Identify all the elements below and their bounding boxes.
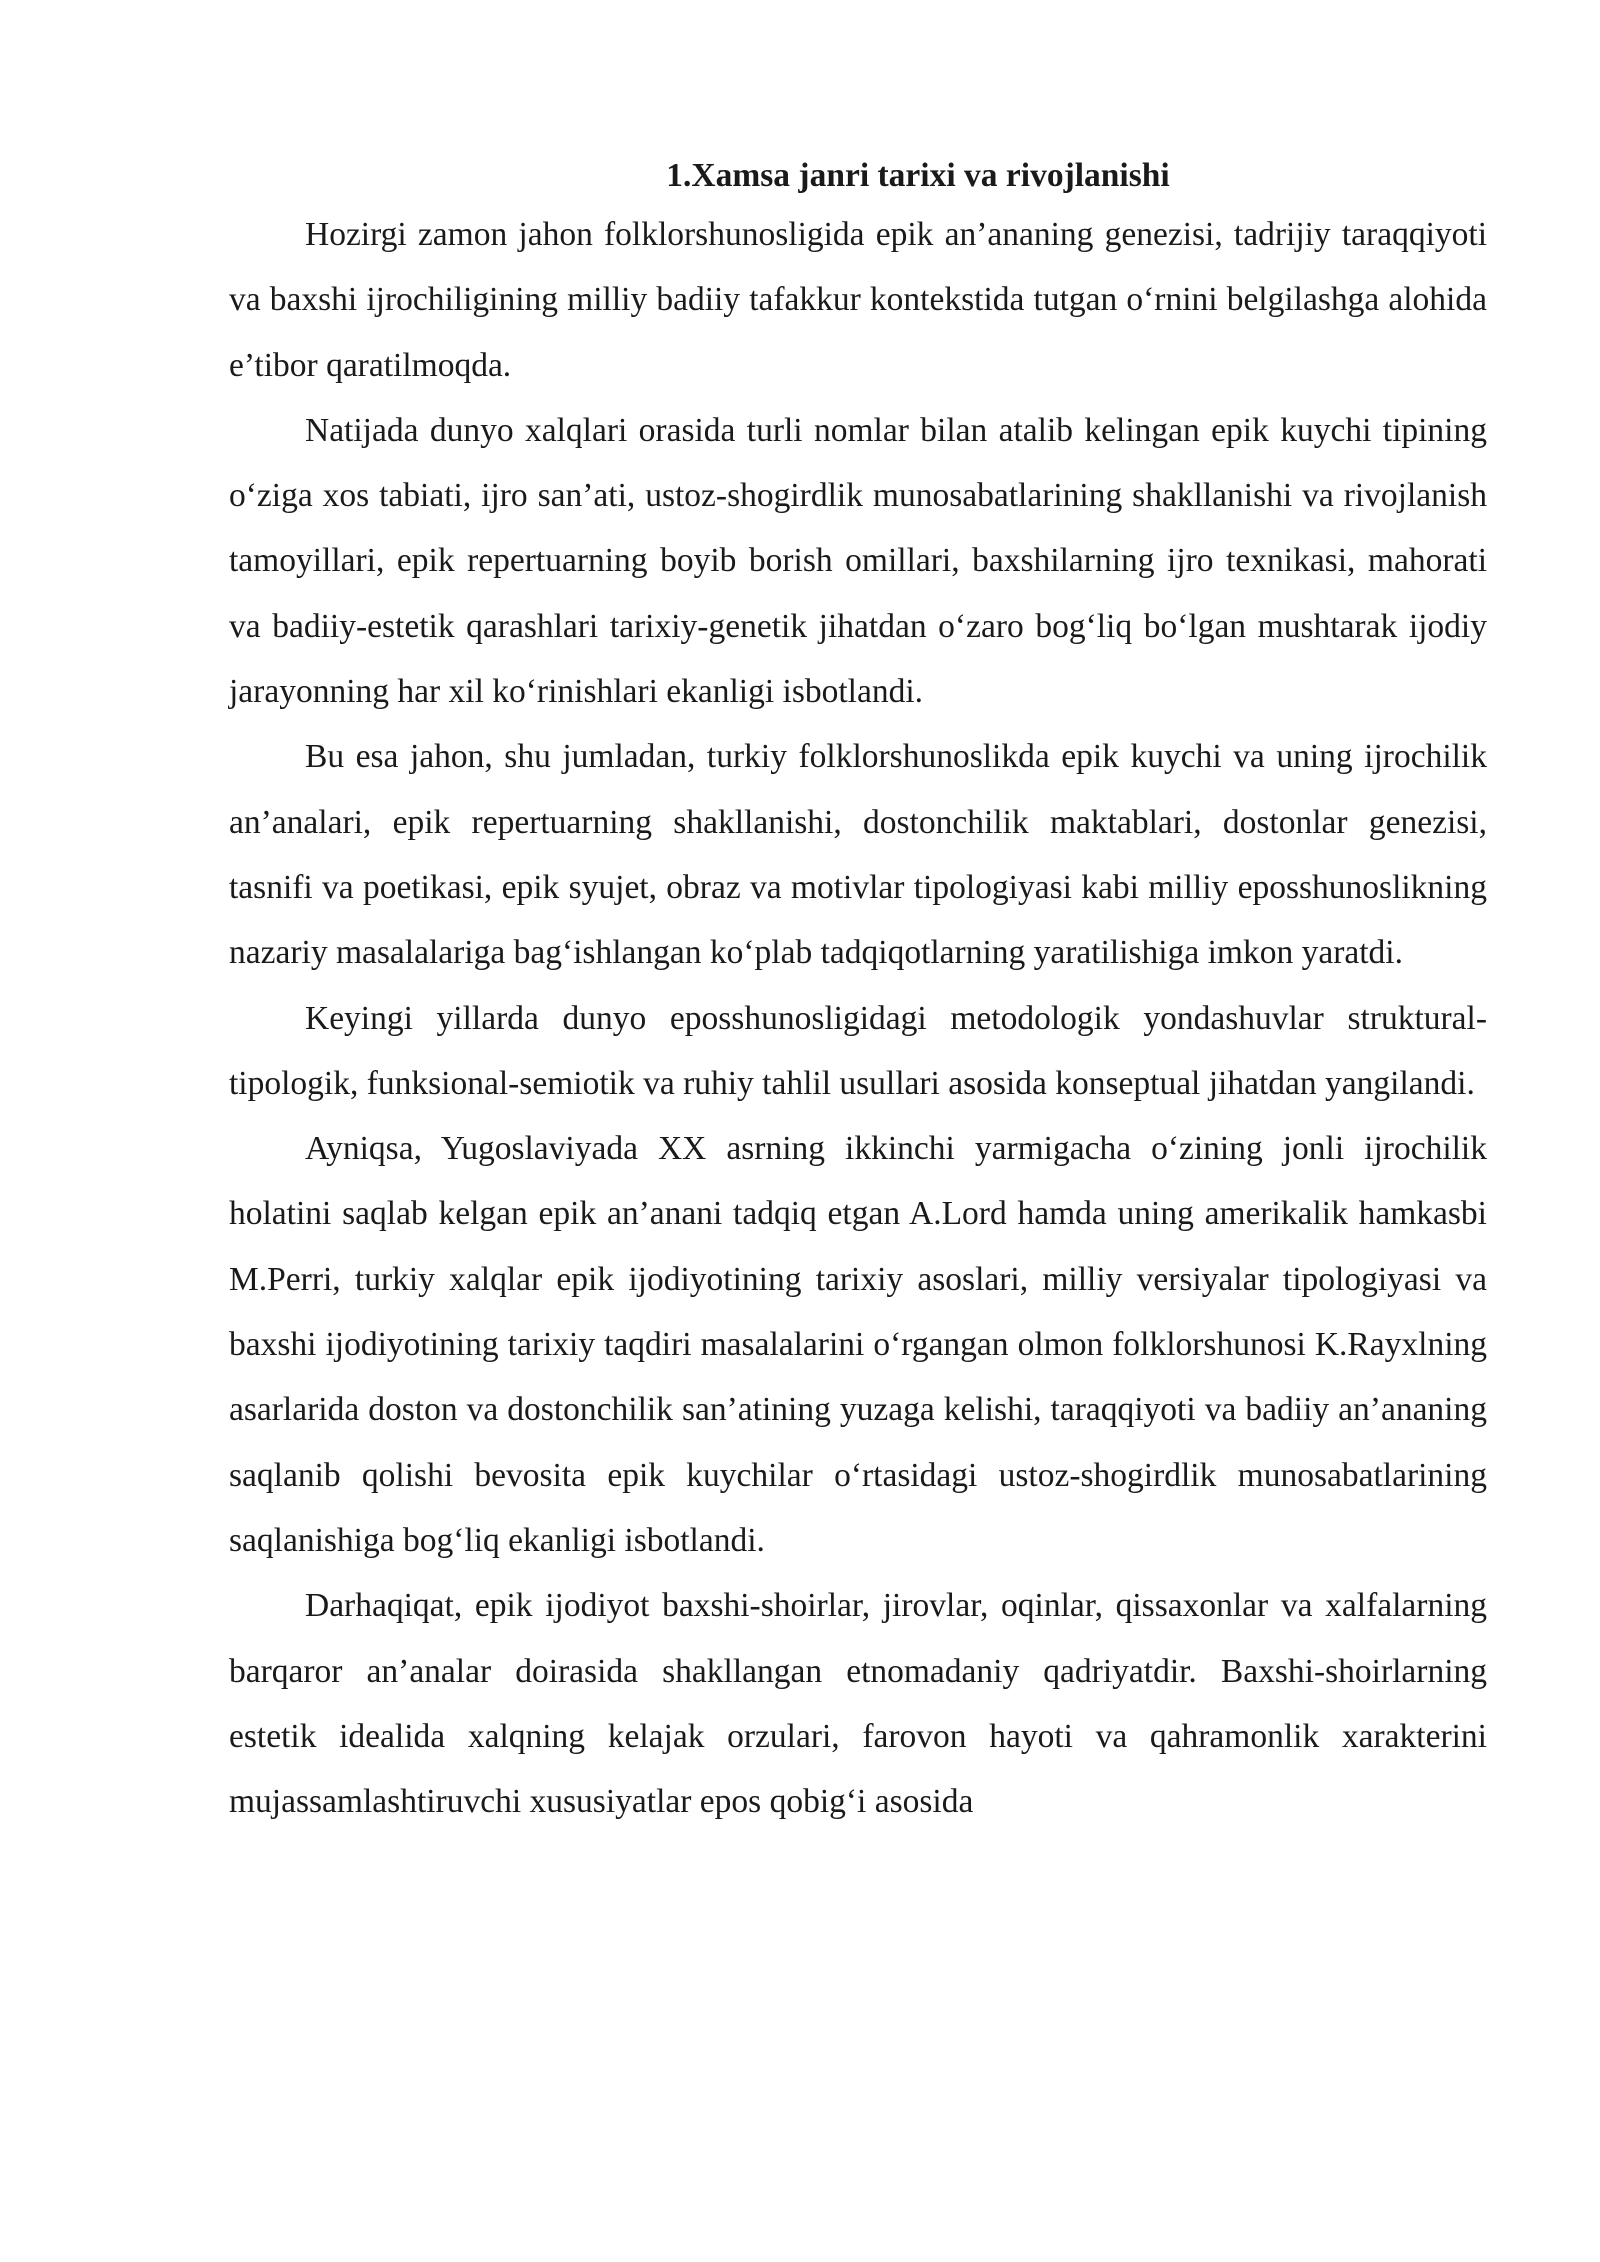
- paragraph-1: Hozirgi zamon jahon folklorshunosligida epik an’ananing genezisi, tadrijiy taraqqiyoti va baxshi ijrochiligining milliy badiiy tafakkur kontekstida tutgan o‘rnini belgilashga alohida e’tibor qaratilmoqda.: [229, 216, 1487, 384]
- paragraph-4: Keyingi yillarda dunyo eposshunosligidagi metodologik yondashuvlar struktural-tipologik, funksional-semiotik va ruhiy tahlil usullari asosida konseptual jihatdan yangilandi.: [229, 999, 1487, 1102]
- paragraph-6: Darhaqiqat, epik ijodiyot baxshi-shoirlar, jirovlar, oqinlar, qissaxonlar va xalfalarning barqaror an’analar doirasida shakllangan etnomadaniy qadriyatdir. Baxshi-shoirlarning estetik idealida xalqning kelajak orzulari, farovon hayoti va qahramonlik xarakterini mujassamlashtiruvchi xususiyatlar epos qobig‘i asosida: [229, 1587, 1487, 1821]
- paragraph-3: Bu esa jahon, shu jumladan, turkiy folklorshunoslikda epik kuychi va uning ijrochilik an’analari, epik repertuarning shakllanishi, dostonchilik maktablari, dostonlar genezisi, tasnifi va poetikasi, epik syujet, obraz va motivlar tipologiyasi kabi milliy eposshunoslikning nazariy masalalariga bag‘ishlangan ko‘plab tadqiqotlarning yaratilishiga imkon yaratdi.: [229, 738, 1487, 972]
- paragraph-2: Natijada dunyo xalqlari orasida turli nomlar bilan atalib kelingan epik kuychi tipining o‘ziga xos tabiati, ijro san’ati, ustoz-shogirdlik munosabatlarining shakllanishi va rivojlanish tamoyillari, epik repertuarning boyib borish omillari, baxshilarning ijro texnikasi, mahorati va badiiy-estetik qarashlari tarixiy-genetik jihatdan o‘zaro bog‘liq bo‘lgan mushtarak ijodiy jarayonning har xil ko‘rinishlari ekanligi isbotlandi.: [229, 411, 1487, 711]
- document-body: [229, 150, 1487, 1834]
- section-title: 1.Xamsa janri tarixi va rivojlanishi: [666, 157, 1170, 194]
- paragraph-5: Ayniqsa, Yugoslaviyada XX asrning ikkinchi yarmigacha o‘zining jonli ijrochilik holatini saqlab kelgan epik an’anani tadqiq etgan A.Lord hamda uning amerikalik hamkasbi M.Perri, turkiy xalqlar epik ijodiyotining tarixiy asoslari, milliy versiyalar tipologiyasi va baxshi ijodiyotining tarixiy taqdiri masalalarini o‘rgangan olmon folklorshunosi K.Rayxlning asarlarida doston va dostonchilik san’atining yuzaga kelishi, taraqqiyoti va badiiy an’ananing saqlanib qolishi bevosita epik kuychilar o‘rtasidagi ustoz-shogirdlik munosabatlarining saqlanishiga bog‘liq ekanligi isbotlandi.: [229, 1130, 1487, 1559]
